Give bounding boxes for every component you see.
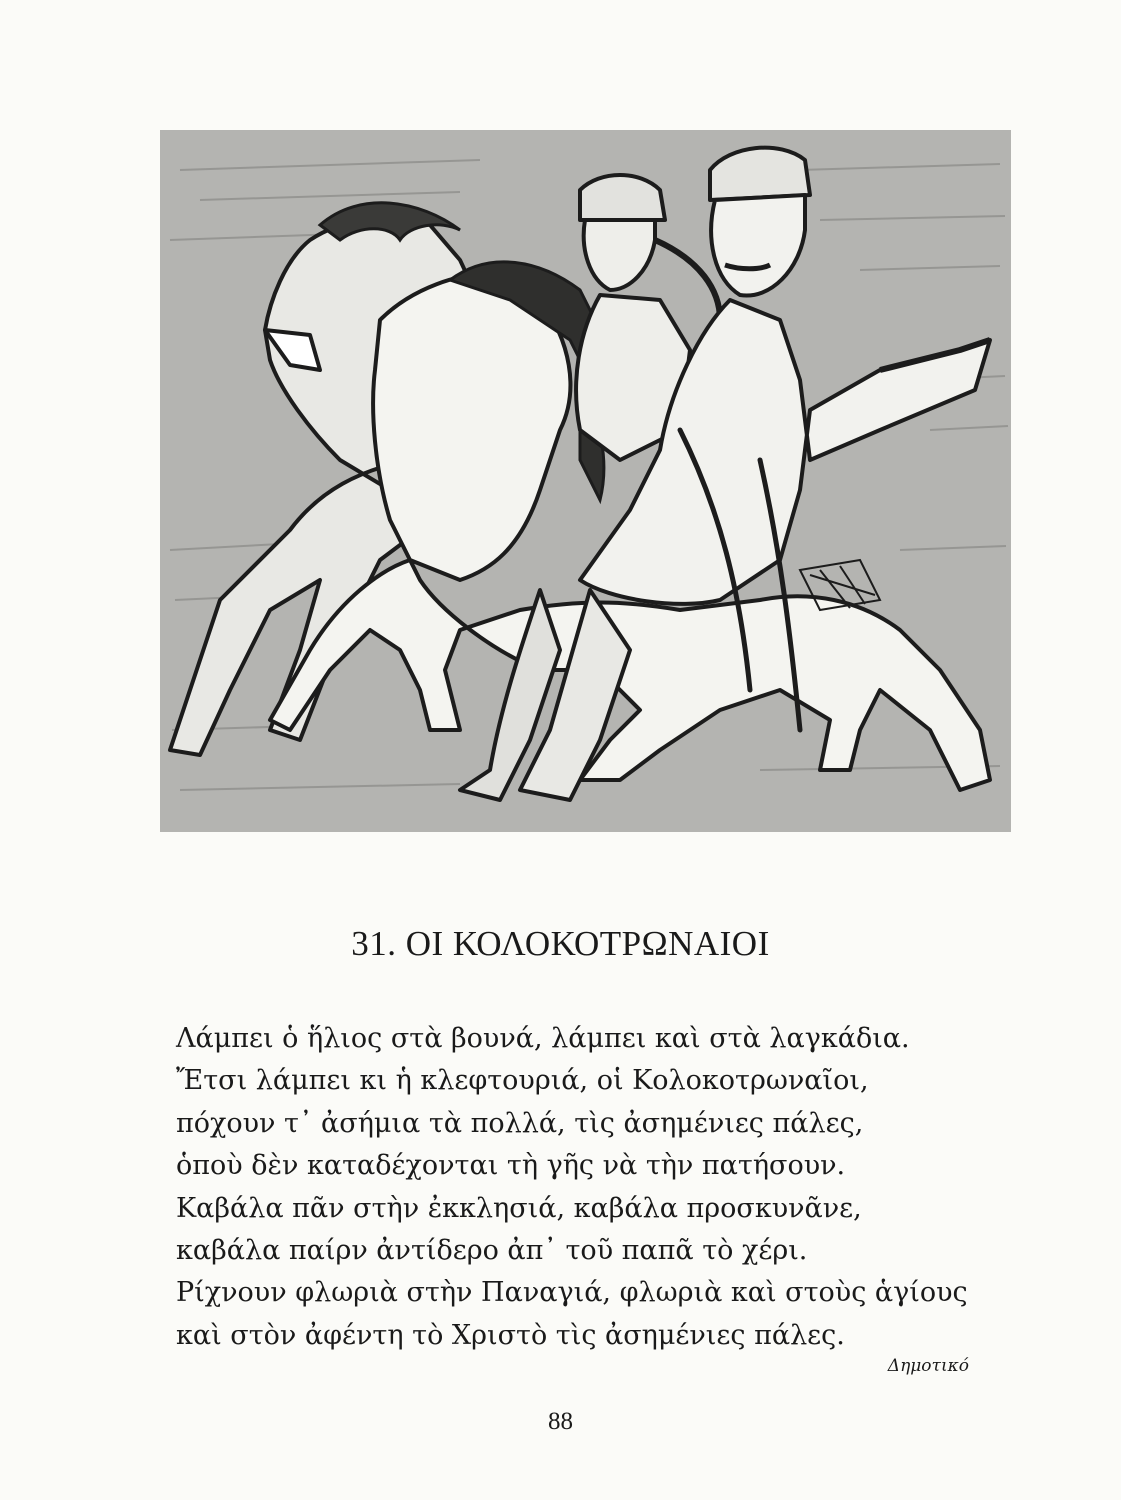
woodcut-illustration [160, 130, 1011, 832]
poem-line: Ρίχνουν φλωριὰ στὴν Παναγιά, φλωριὰ καὶ στοὺς ἁγίους [176, 1277, 968, 1309]
two-horsemen-drawing [160, 130, 1011, 832]
poem-title: 31. ΟΙ ΚΟΛΟΚΟΤΡΩΝΑΙΟΙ [351, 924, 770, 963]
poem-line: πόχουν τ᾽ ἀσήμια τὰ πολλά, τὶς ἀσημένιες πάλες, [176, 1107, 864, 1139]
poem-line: Ἔτσι λάμπει κι ἡ κλεφτουριά, οἱ Κολοκοτρωναῖοι, [176, 1065, 869, 1097]
poem-line: καβάλα παίρν ἀντίδερο ἀπ᾽ τοῦ παπᾶ τὸ χέρι. [176, 1234, 808, 1266]
poem-body [176, 1018, 1036, 1357]
page-number: 88 [548, 1408, 573, 1435]
poem-attribution: Δημοτικό [887, 1356, 969, 1376]
poem-line: Λάμπει ὁ ἥλιος στὰ βουνά, λάμπει καὶ στὰ λαγκάδια. [176, 1023, 910, 1054]
poem-line: ὁποὺ δὲν καταδέχονται τὴ γῆς νὰ τὴν πατήσουν. [176, 1150, 846, 1182]
poem-line: Καβάλα πᾶν στὴν ἐκκλησιά, καβάλα προσκυνᾶνε, [176, 1192, 862, 1224]
poem-line: καὶ στὸν ἀφέντη τὸ Χριστὸ τὶς ἀσημένιες πάλες. [176, 1319, 845, 1351]
